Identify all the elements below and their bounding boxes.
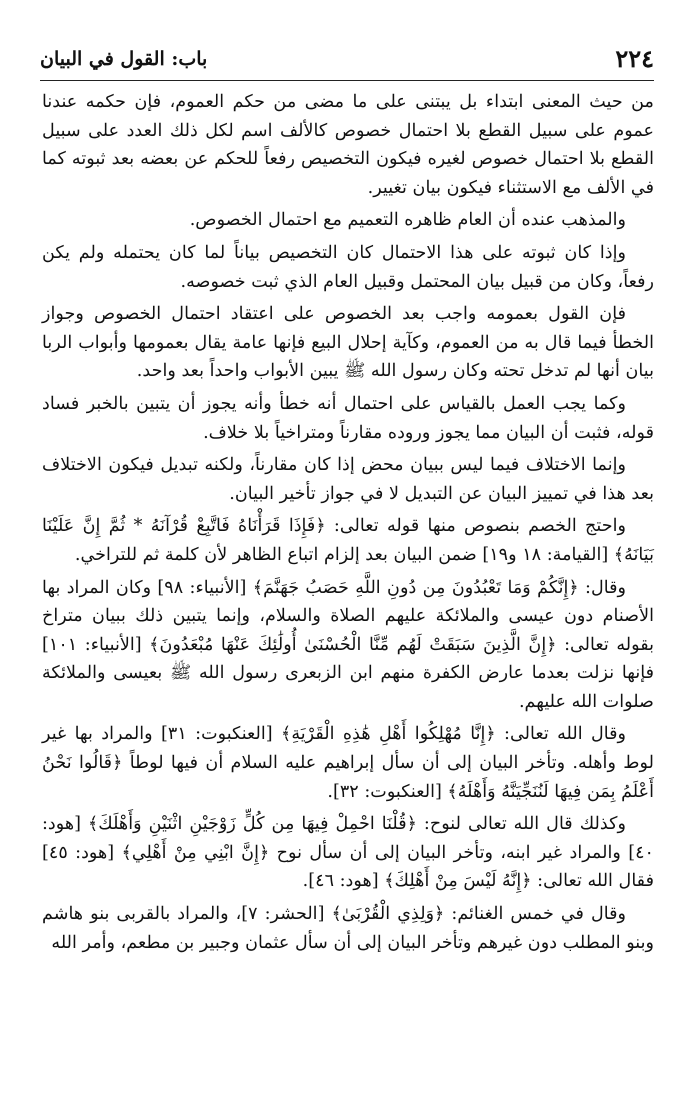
paragraph: وإنما الاختلاف فيما ليس ببيان محض إذا كان مقارناً، ولكنه تبديل فيكون الاختلاف بعد هذا في تمييز البيان عن التبديل لا في جواز تأخير البيان.: [42, 455, 654, 504]
paragraph: واحتج الخصم بنصوص منها قوله تعالى: ﴿فَإِذَا قَرَأْنَاهُ فَاتَّبِعْ قُرْآنَهُ * ثُمَّ إِنَّ عَلَيْنَا بَيَانَهُ﴾ [القيامة: ١٨ و١٩] ضمن البيان بعد إلزام اتباع الظاهر لأن كلمة ثم للتراخي.: [42, 516, 654, 565]
paragraph: وكما يجب العمل بالقياس على احتمال أنه خطأ وأنه يجوز أن يتبين بالخبر فساد قوله، فثبت أن البيان مما يجوز وروده مقارناً ومتراخياً بلا خلاف.: [42, 393, 654, 443]
paragraph: وقال الله تعالى: ﴿إِنَّا مُهْلِكُوا أَهْلِ هَٰذِهِ الْقَرْيَةِ﴾ [العنكبوت: ٣١] والمراد بها غير لوط وأهله. وتأخر البيان إلى أن سأل إبراهيم عليه السلام أن فيها لوطاً ﴿قَالُوا نَحْنُ أَعْلَمُ بِمَن فِيهَا لَنُنَجِّيَنَّهُ وَأَهْلَهُ﴾ [العنكبوت: ٣٢].: [42, 724, 654, 802]
paragraph: وإذا كان ثبوته على هذا الاحتمال كان التخصيص بياناً لما كان يحتمله ولم يكن رفعاً، وكان من قبيل بيان المحتمل وقبيل العام الذي ثبت خصوصه.: [42, 242, 654, 292]
page-header: [40, 40, 654, 81]
page-number: ٢٢٤: [615, 44, 654, 73]
paragraph: والمذهب عنده أن العام ظاهره التعميم مع احتمال الخصوص.: [189, 210, 626, 231]
page-body: [42, 88, 654, 1069]
paragraph: وقال في خمس الغنائم: ﴿وَلِذِي الْقُرْبَىٰ﴾ [الحشر: ٧]، والمراد بالقربى بنو هاشم وبنو المطلب دون غيرهم وتأخر البيان إلى أن سأل عثمان وجبير بن مطعم، وأمر الله: [42, 904, 654, 953]
paragraph: من حيث المعنى ابتداء بل يبتنى على ما مضى من حكم العموم، فإن حكمه عندنا عموم على سبيل القطع بلا احتمال خصوص كالألف اسم لكل ذلك العدد على سبيل القطع بلا احتمال خصوص لغيره فيكون التخصيص رفعاً للحكم عن بعضه بعد ثبوته كما في الألف مع الاستثناء فيكون بيان تغيير.: [42, 92, 654, 198]
paragraph: وكذلك قال الله تعالى لنوح: ﴿قُلْنَا احْمِلْ فِيهَا مِن كُلٍّ زَوْجَيْنِ اثْنَيْنِ وَأَهْلَكَ﴾ [هود: ٤٠] والمراد غير ابنه، وتأخر البيان إلى أن سأل نوح ﴿إِنَّ ابْنِي مِنْ أَهْلِي﴾ [هود: ٤٥] فقال الله تعالى: ﴿إِنَّهُ لَيْسَ مِنْ أَهْلِكَ﴾ [هود: ٤٦].: [42, 814, 654, 892]
running-title: باب: القول في البيان: [40, 48, 208, 70]
paragraph: وقال: ﴿إِنَّكُمْ وَمَا تَعْبُدُونَ مِن دُونِ اللَّهِ حَصَبُ جَهَنَّمَ﴾ [الأنبياء: ٩٨] وكان المراد بها الأصنام دون عيسى والملائكة عليهم الصلاة والسلام، وإنما يتبين ذلك ببيان متراخ بقوله تعالى: ﴿إِنَّ الَّذِينَ سَبَقَتْ لَهُم مِّنَّا الْحُسْنَىٰ أُولَٰئِكَ عَنْهَا مُبْعَدُونَ﴾ [الأنبياء: ١٠١] فإنها نزلت بعدما عارض الكفرة منهم ابن الزبعرى رسول الله ﷺ بعيسى والملائكة صلوات الله عليهم.: [42, 577, 654, 712]
paragraph: فإن القول بعمومه واجب بعد الخصوص على اعتقاد احتمال الخصوص وجواز الخطأ فيما قال به من العموم، وكآية إحلال البيع فإنها عامة يقال بعمومها وأبواب الربا بيان أنها لم تدخل تحته وكان رسول الله ﷺ يبين الأبواب واحداً بعد واحد.: [42, 304, 654, 382]
